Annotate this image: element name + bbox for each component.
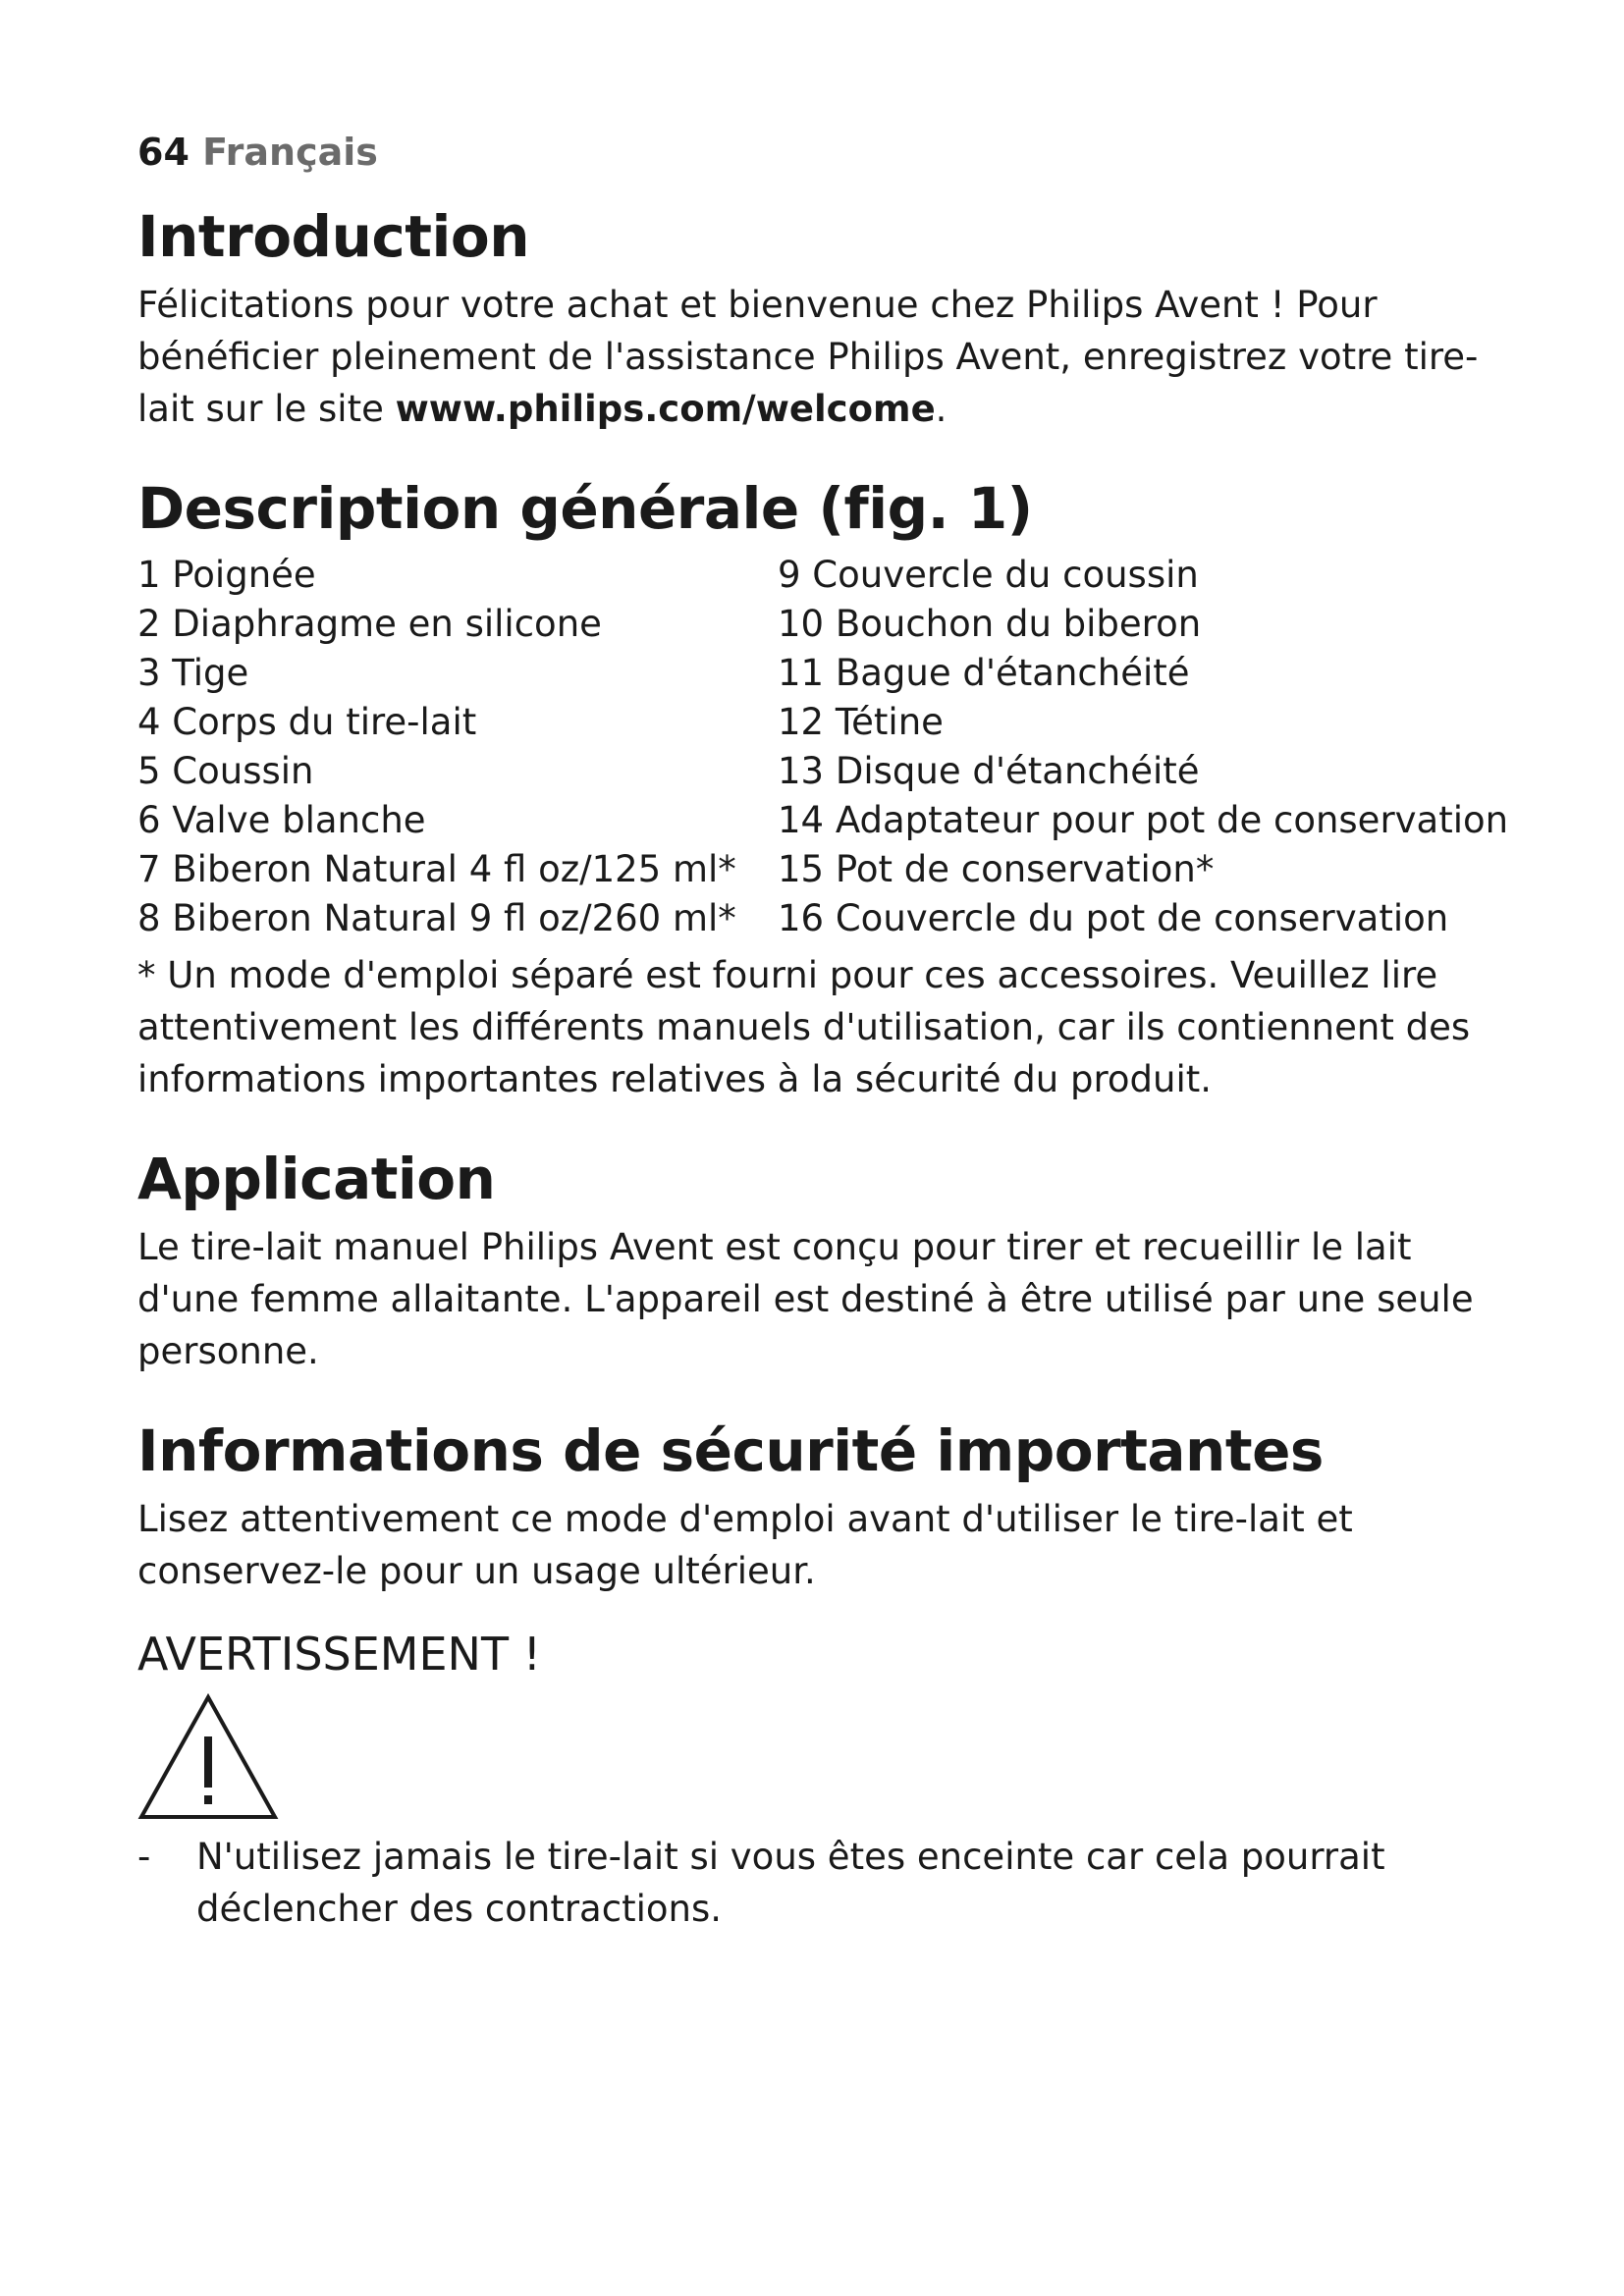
description-title: Description générale (fig. 1)	[137, 475, 1033, 542]
parts-column-right	[778, 551, 1512, 943]
bullet-dash: -	[137, 1836, 151, 1878]
introduction-text	[137, 279, 1512, 435]
warning-bullet	[137, 1831, 1512, 1935]
introduction-title: Introduction	[137, 203, 529, 270]
page-number: 64	[137, 131, 189, 174]
part-item: 12 Tétine	[778, 701, 944, 743]
part-item: 16 Couvercle du pot de conservation	[778, 897, 1449, 939]
page-header	[137, 128, 1512, 177]
part-item: 3 Tige	[137, 652, 249, 694]
safety-text: Lisez attentivement ce mode d'emploi avant d'utiliser le tire-lait et conservez-le pour un usage ultérieur.	[137, 1498, 1353, 1592]
welcome-url: www.philips.com/welcome	[395, 388, 936, 430]
introduction-section	[137, 202, 1512, 435]
description-section	[137, 474, 1512, 1105]
manual-page	[137, 128, 1512, 1974]
part-item: 8 Biberon Natural 9 fl oz/260 ml*	[137, 897, 736, 939]
part-item: 2 Diaphragme en silicone	[137, 603, 602, 645]
part-item: 6 Valve blanche	[137, 799, 426, 841]
part-item: 4 Corps du tire-lait	[137, 701, 477, 743]
warning-heading: AVERTISSEMENT !	[137, 1628, 542, 1681]
application-section	[137, 1145, 1512, 1377]
part-item: 13 Disque d'étanchéité	[778, 750, 1200, 792]
accessories-note: * Un mode d'emploi séparé est fourni pour ces accessoires. Veuillez lire attentivement les différents manuels d'utilisation, car ils contiennent des informations importantes relatives à la sécurité du produit.	[137, 954, 1471, 1100]
warning-triangle-icon	[137, 1693, 279, 1821]
bullet-text: N'utilisez jamais le tire-lait si vous êtes enceinte car cela pourrait déclencher des contractions.	[196, 1836, 1385, 1930]
part-item: 1 Poignée	[137, 554, 316, 596]
part-item: 5 Coussin	[137, 750, 314, 792]
part-item: 14 Adaptateur pour pot de conservation	[778, 799, 1509, 841]
part-item: 15 Pot de conservation*	[778, 848, 1215, 890]
safety-section	[137, 1416, 1512, 1935]
parts-list	[137, 551, 1512, 943]
part-item: 7 Biberon Natural 4 fl oz/125 ml*	[137, 848, 736, 890]
introduction-body: Félicitations pour votre achat et bienvenue chez Philips Avent ! Pour bénéficier pleinement de l'assistance Philips Avent, enregistrez votre tire-lait sur le site	[137, 284, 1479, 430]
part-item: 11 Bague d'étanchéité	[778, 652, 1190, 694]
parts-column-left	[137, 551, 778, 943]
safety-title: Informations de sécurité importantes	[137, 1417, 1324, 1484]
part-item: 9 Couvercle du coussin	[778, 554, 1199, 596]
introduction-end: .	[935, 388, 947, 430]
application-text: Le tire-lait manuel Philips Avent est conçu pour tirer et recueillir le lait d'une femme allaitante. L'appareil est destiné à être utilisé par une seule personne.	[137, 1226, 1474, 1372]
part-item: 10 Bouchon du biberon	[778, 603, 1202, 645]
application-title: Application	[137, 1146, 496, 1212]
page-language: Français	[202, 131, 378, 174]
